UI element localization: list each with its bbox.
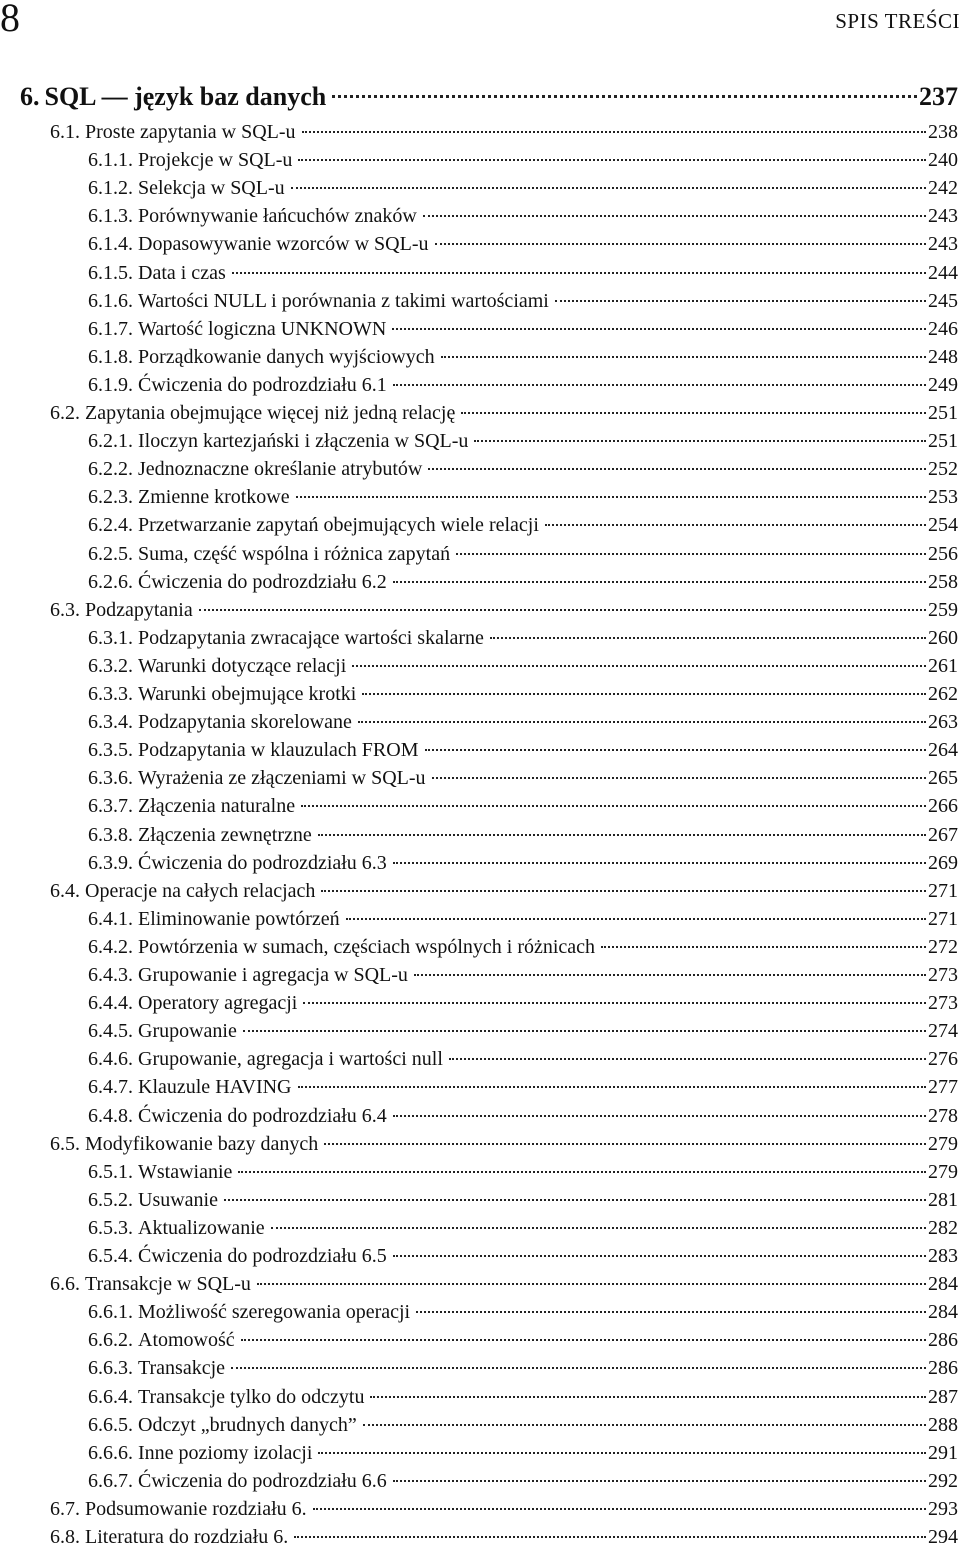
- dot-leader: [298, 159, 926, 161]
- toc-entry-page: 271: [928, 907, 958, 930]
- dot-leader: [393, 1115, 926, 1117]
- dot-leader: [231, 1367, 926, 1369]
- dot-leader: [358, 721, 926, 723]
- toc-entry-number: 6.6.7.: [88, 1469, 133, 1492]
- toc-entry-page: 286: [928, 1329, 958, 1352]
- toc-entry-page: 271: [928, 879, 958, 902]
- toc-entry-number: 6.3.9.: [88, 851, 133, 874]
- toc-entry-title: Eliminowanie powtórzeń: [138, 907, 340, 930]
- toc-entry-title: Proste zapytania w SQL-u: [85, 121, 296, 143]
- toc-entry-title: Porządkowanie danych wyjściowych: [138, 345, 435, 368]
- toc-section-entry: [50, 1495, 958, 1523]
- toc-subsection-entry: [88, 1298, 958, 1326]
- toc-entry-title: Ćwiczenia do podrozdziału 6.6: [138, 1469, 387, 1492]
- toc-entry-number: 6.2.2.: [88, 458, 133, 481]
- toc-entry-title: Grupowanie: [138, 1020, 237, 1043]
- toc-entry-number: 6.3.8.: [88, 823, 133, 846]
- toc-entry-title: Transakcje w SQL-u: [85, 1273, 251, 1296]
- toc-entry-title: Data i czas: [138, 261, 226, 284]
- toc-section-entry: [50, 1130, 958, 1158]
- toc-entry-page: 276: [928, 1048, 958, 1071]
- toc-subsection-entry: [88, 427, 958, 455]
- toc-entry-title: Wartości NULL i porównania z takimi wartościami: [138, 289, 549, 312]
- toc-entry-number: 6.6.5.: [88, 1413, 133, 1436]
- toc-section-entry: [50, 877, 958, 905]
- dot-leader: [224, 1199, 926, 1201]
- toc-entry-number: 6.1.6.: [88, 289, 133, 312]
- toc-entry-title: Modyfikowanie bazy danych: [85, 1132, 319, 1155]
- toc-entry-page: 242: [928, 177, 958, 200]
- toc-section-entry: [50, 118, 958, 146]
- toc-entry-number: 6.2.5.: [88, 542, 133, 565]
- dot-leader: [474, 440, 926, 442]
- toc-entry-title: Wartość logiczna UNKNOWN: [138, 317, 387, 340]
- toc-entry-title: Podsumowanie rozdziału 6.: [85, 1497, 307, 1520]
- toc-subsection-entry: [88, 202, 958, 230]
- toc-entry-page: 265: [928, 767, 958, 790]
- toc-entry-number: 6.6.3.: [88, 1357, 133, 1380]
- toc-entry-page: 291: [928, 1441, 958, 1464]
- toc-subsection-entry: [88, 568, 958, 596]
- dot-leader: [324, 1143, 926, 1145]
- page-number: 8: [0, 0, 20, 40]
- toc-entry-page: 258: [928, 570, 958, 593]
- toc-entry-number: 6.2.3.: [88, 486, 133, 509]
- toc-subsection-entry: [88, 708, 958, 736]
- toc-subsection-entry: [88, 1326, 958, 1354]
- toc-entry-page: 259: [928, 598, 958, 621]
- toc-entry-title: Transakcje tylko do odczytu: [138, 1385, 365, 1408]
- toc-entry-number: 6.3.7.: [88, 795, 133, 818]
- toc-entry-page: 286: [928, 1357, 958, 1380]
- toc-entry-page: 248: [928, 345, 958, 368]
- dot-leader: [456, 553, 926, 555]
- toc-entry-title: Ćwiczenia do podrozdziału 6.4: [138, 1104, 387, 1127]
- toc-section-entry: [50, 1270, 958, 1298]
- dot-leader: [318, 834, 926, 836]
- toc-entry-number: 6.4.8.: [88, 1104, 133, 1127]
- toc-entry-title: Zapytania obejmujące więcej niż jedną relację: [85, 402, 456, 424]
- toc-subsection-entry: [88, 624, 958, 652]
- toc-entry-number: 6.1.7.: [88, 317, 133, 340]
- toc-section-entry: [50, 399, 958, 427]
- toc-entry-number: 6.6.2.: [88, 1329, 133, 1352]
- toc-entry-number: 6.4.7.: [88, 1076, 133, 1099]
- dot-leader: [294, 1536, 926, 1538]
- toc-entry-title: Złączenia zewnętrzne: [138, 823, 312, 846]
- dot-leader: [435, 243, 927, 245]
- toc-subsection-entry: [88, 1439, 958, 1467]
- dot-leader: [352, 665, 926, 667]
- toc-entry-title: Ćwiczenia do podrozdziału 6.5: [138, 1245, 387, 1267]
- dot-leader: [428, 468, 926, 470]
- toc-entry-title: Iloczyn kartezjański i złączenia w SQL-u: [138, 430, 469, 453]
- dot-leader: [363, 1424, 926, 1426]
- toc-entry-number: 6.3.4.: [88, 711, 133, 734]
- toc-entry-page: 267: [928, 823, 958, 846]
- toc-subsection-entry: [88, 1073, 958, 1101]
- dot-leader: [555, 300, 926, 302]
- toc-subsection-entry: [88, 1242, 958, 1270]
- toc-entry-page: 273: [928, 992, 958, 1015]
- toc-subsection-entry: [88, 821, 958, 849]
- toc-entry-number: 6.7.: [50, 1497, 80, 1520]
- toc-entry-number: 6.6.6.: [88, 1441, 133, 1464]
- toc-entry-page: 277: [928, 1076, 958, 1099]
- toc-entry-title: Możliwość szeregowania operacji: [138, 1301, 411, 1324]
- toc-entry-number: 6.3.5.: [88, 739, 133, 762]
- toc-subsection-entry: [88, 1411, 958, 1439]
- toc-entry-number: 6.4.5.: [88, 1020, 133, 1043]
- toc-entry-number: 6.1.: [50, 121, 80, 143]
- dot-leader: [232, 272, 926, 274]
- toc-entry-page: 263: [928, 711, 958, 734]
- toc-entry-number: 6.1.2.: [88, 177, 133, 200]
- toc-subsection-entry: [88, 343, 958, 371]
- toc-subsection-entry: [88, 146, 958, 174]
- toc-entry-page: 273: [928, 964, 958, 986]
- toc-entry-number: 6.5.1.: [88, 1160, 133, 1183]
- toc-subsection-entry: [88, 371, 958, 399]
- toc-entry-number: 6.3.2.: [88, 654, 133, 677]
- toc-entry-number: 6.4.2.: [88, 935, 133, 958]
- toc-entry-number: 6.4.: [50, 879, 80, 902]
- toc-entry-number: 6.3.6.: [88, 767, 133, 790]
- toc-entry-title: Selekcja w SQL-u: [138, 177, 285, 200]
- toc-entry-number: 6.2.6.: [88, 570, 133, 593]
- toc-subsection-entry: [88, 1467, 958, 1495]
- dot-leader: [302, 131, 926, 133]
- toc-entry-title: Transakcje: [138, 1357, 226, 1380]
- toc-entry-number: 6.4.4.: [88, 992, 133, 1015]
- toc-entry-number: 6.6.: [50, 1273, 80, 1296]
- toc-subsection-entry: [88, 1186, 958, 1214]
- dot-leader: [392, 328, 926, 330]
- toc-entry-title: Inne poziomy izolacji: [138, 1441, 313, 1464]
- dot-leader: [449, 1058, 926, 1060]
- toc-entry-title: Operacje na całych relacjach: [85, 879, 316, 902]
- toc-entry-title: Atomowość: [138, 1329, 235, 1352]
- dot-leader: [490, 637, 926, 639]
- toc-entry-number: 6.5.3.: [88, 1216, 133, 1239]
- toc-entry-page: 261: [928, 654, 958, 677]
- toc-section-entry: [50, 1523, 958, 1551]
- toc-entry-title: Warunki obejmujące krotki: [138, 683, 357, 705]
- toc-subsection-entry: [88, 1017, 958, 1045]
- toc-entry-title: Wstawianie: [138, 1160, 233, 1183]
- toc-entry-number: 6.4.1.: [88, 907, 133, 930]
- toc-entry-page: 294: [928, 1526, 958, 1548]
- toc-entry-title: Usuwanie: [138, 1188, 218, 1211]
- toc-subsection-entry: [88, 961, 958, 989]
- toc-entry-number: 6.8.: [50, 1526, 80, 1548]
- toc-subsection-entry: [88, 905, 958, 933]
- toc-entry-title: Przetwarzanie zapytań obejmujących wiele relacji: [138, 514, 539, 537]
- toc-entry-title: Grupowanie, agregacja i wartości null: [138, 1048, 443, 1071]
- dot-leader: [414, 974, 926, 976]
- toc-entry-page: 251: [928, 402, 958, 424]
- toc-entry-number: 6.1.8.: [88, 345, 133, 368]
- toc-entry-page: 244: [928, 261, 958, 284]
- toc-entry-page: 256: [928, 542, 958, 565]
- toc-subsection-entry: [88, 933, 958, 961]
- toc-entry-page: 240: [928, 149, 958, 172]
- toc-entry-page: 284: [928, 1301, 958, 1324]
- toc-subsection-entry: [88, 315, 958, 343]
- toc-entry-title: Złączenia naturalne: [138, 795, 296, 818]
- toc-entry-number: 6.3.: [50, 598, 80, 621]
- toc-entry-title: Aktualizowanie: [138, 1216, 265, 1239]
- toc-subsection-entry: [88, 680, 958, 708]
- toc-entry-page: 278: [928, 1104, 958, 1127]
- toc-entry-number: 6.5.: [50, 1132, 80, 1155]
- toc-entry-page: 266: [928, 795, 958, 818]
- dot-leader: [303, 1002, 926, 1004]
- toc-entry-title: Ćwiczenia do podrozdziału 6.2: [138, 570, 387, 593]
- toc-entry-number: 6.2.: [50, 402, 80, 424]
- toc-entry-title: Dopasowywanie wzorców w SQL-u: [138, 233, 429, 256]
- toc-entry-page: 245: [928, 289, 958, 312]
- dot-leader: [545, 524, 926, 526]
- toc-entry-title: Projekcje w SQL-u: [138, 149, 293, 172]
- toc-entry-title: Grupowanie i agregacja w SQL-u: [138, 964, 408, 986]
- dot-leader: [243, 1030, 926, 1032]
- toc-entry-page: 288: [928, 1413, 958, 1436]
- toc-entry-page: 243: [928, 233, 958, 256]
- toc-entry-page: 279: [928, 1160, 958, 1183]
- dot-leader: [313, 1508, 926, 1510]
- toc-entry-title: Podzapytania zwracające wartości skalarne: [138, 626, 484, 649]
- toc-entry-page: 269: [928, 851, 958, 874]
- toc-entry-title: Warunki dotyczące relacji: [138, 654, 347, 677]
- toc-entry-title: SQL — język baz danych: [44, 82, 327, 111]
- dot-leader: [362, 693, 926, 695]
- toc-section-entry: [50, 596, 958, 624]
- toc-entry-number: 6.1.4.: [88, 233, 133, 256]
- toc-entry-title: Jednoznaczne określanie atrybutów: [138, 458, 423, 481]
- toc-subsection-entry: [88, 540, 958, 568]
- toc-subsection-entry: [88, 989, 958, 1017]
- dot-leader: [461, 412, 926, 414]
- toc-entry-title: Literatura do rozdziału 6.: [85, 1526, 289, 1548]
- dot-leader: [257, 1283, 926, 1285]
- toc-entry-number: 6.6.4.: [88, 1385, 133, 1408]
- toc-entry-number: 6.2.1.: [88, 430, 133, 453]
- toc-entry-page: 253: [928, 486, 958, 509]
- dot-leader: [346, 918, 926, 920]
- dot-leader: [393, 581, 926, 583]
- toc-entry-page: 243: [928, 205, 958, 228]
- dot-leader: [601, 946, 926, 948]
- dot-leader: [298, 1086, 927, 1088]
- toc-entry-page: 237: [919, 82, 958, 111]
- toc-entry-number: 6.1.3.: [88, 205, 133, 228]
- toc-entry-number: 6.5.2.: [88, 1188, 133, 1211]
- toc-subsection-entry: [88, 1158, 958, 1186]
- toc-entry-page: 292: [928, 1469, 958, 1492]
- toc-chapter-entry: [20, 80, 958, 114]
- toc-entry-page: 262: [928, 683, 958, 705]
- toc-entry-number: 6.3.1.: [88, 626, 133, 649]
- dot-leader: [393, 1255, 926, 1257]
- dot-leader: [291, 187, 926, 189]
- toc-entry-title: Suma, część wspólna i różnica zapytań: [138, 542, 451, 565]
- toc-entry-title: Podzapytania skorelowane: [138, 711, 352, 734]
- toc-entry-page: 281: [928, 1188, 958, 1211]
- toc-entry-page: 282: [928, 1216, 958, 1239]
- toc-subsection-entry: [88, 792, 958, 820]
- dot-leader: [423, 215, 926, 217]
- toc-subsection-entry: [88, 1102, 958, 1130]
- toc-subsection-entry: [88, 1383, 958, 1411]
- toc-entry-title: Podzapytania: [85, 598, 193, 621]
- toc-entry-title: Ćwiczenia do podrozdziału 6.1: [138, 373, 387, 396]
- dot-leader: [441, 356, 926, 358]
- dot-leader: [241, 1339, 926, 1341]
- toc-entry-page: 274: [928, 1020, 958, 1043]
- toc-entry-number: 6.1.9.: [88, 373, 133, 396]
- dot-leader: [318, 1452, 926, 1454]
- toc-subsection-entry: [88, 511, 958, 539]
- toc-entry-page: 272: [928, 935, 958, 958]
- toc-entry-page: 264: [928, 739, 958, 762]
- toc-entry-title: Porównywanie łańcuchów znaków: [138, 205, 417, 228]
- toc-entry-page: 251: [928, 430, 958, 453]
- toc-entry-page: 249: [928, 373, 958, 396]
- toc-entry-title: Ćwiczenia do podrozdziału 6.3: [138, 851, 387, 874]
- toc-entry-number: 6.1.1.: [88, 149, 133, 172]
- dot-leader: [271, 1227, 926, 1229]
- toc-entry-title: Podzapytania w klauzulach FROM: [138, 739, 419, 762]
- toc-entry-page: 287: [928, 1385, 958, 1408]
- dot-leader: [238, 1171, 926, 1173]
- toc-entry-number: 6.3.3.: [88, 683, 133, 705]
- toc-entry-page: 238: [928, 121, 958, 143]
- dot-leader: [393, 384, 926, 386]
- toc-entry-page: 246: [928, 317, 958, 340]
- toc-entry-title: Powtórzenia w sumach, częściach wspólnych i różnicach: [138, 935, 596, 958]
- dot-leader: [301, 805, 926, 807]
- toc-entry-number: 6.: [20, 82, 40, 111]
- toc-entry-page: 254: [928, 514, 958, 537]
- toc-entry-title: Odczyt „brudnych danych”: [138, 1413, 357, 1436]
- dot-leader: [321, 890, 926, 892]
- dot-leader: [370, 1396, 926, 1398]
- toc-entry-page: 293: [928, 1497, 958, 1520]
- dot-leader: [425, 749, 927, 751]
- dot-leader: [296, 496, 926, 498]
- dot-leader: [393, 1480, 926, 1482]
- toc-entry-page: 252: [928, 458, 958, 481]
- toc-subsection-entry: [88, 736, 958, 764]
- toc-entry-number: 6.4.6.: [88, 1048, 133, 1071]
- toc-subsection-entry: [88, 849, 958, 877]
- dot-leader: [432, 777, 926, 779]
- toc-subsection-entry: [88, 287, 958, 315]
- toc-entry-title: Wyrażenia ze złączeniami w SQL-u: [138, 767, 426, 790]
- toc-subsection-entry: [88, 259, 958, 287]
- toc-entry-title: Zmienne krotkowe: [138, 486, 290, 509]
- toc-entry-title: Klauzule HAVING: [138, 1076, 292, 1099]
- toc-entry-page: 260: [928, 626, 958, 649]
- toc-subsection-entry: [88, 483, 958, 511]
- toc-subsection-entry: [88, 652, 958, 680]
- dot-leader: [416, 1311, 926, 1313]
- dot-leader: [199, 609, 926, 611]
- dot-leader: [332, 95, 917, 98]
- toc-entry-page: 279: [928, 1132, 958, 1155]
- running-header: SPIS TREŚCI: [835, 9, 960, 33]
- toc-entry-title: Operatory agregacji: [138, 992, 298, 1015]
- toc-subsection-entry: [88, 764, 958, 792]
- toc-entry-number: 6.6.1.: [88, 1301, 133, 1324]
- toc-entry-number: 6.4.3.: [88, 964, 133, 986]
- toc-entry-page: 283: [928, 1245, 958, 1267]
- toc-entry-number: 6.2.4.: [88, 514, 133, 537]
- toc-subsection-entry: [88, 455, 958, 483]
- toc-entry-number: 6.1.5.: [88, 261, 133, 284]
- toc-entry-page: 284: [928, 1273, 958, 1296]
- toc-subsection-entry: [88, 1045, 958, 1073]
- toc-entry-number: 6.5.4.: [88, 1245, 133, 1267]
- toc-subsection-entry: [88, 1214, 958, 1242]
- toc-subsection-entry: [88, 1354, 958, 1382]
- dot-leader: [393, 862, 926, 864]
- toc-subsection-entry: [88, 230, 958, 258]
- toc-subsection-entry: [88, 174, 958, 202]
